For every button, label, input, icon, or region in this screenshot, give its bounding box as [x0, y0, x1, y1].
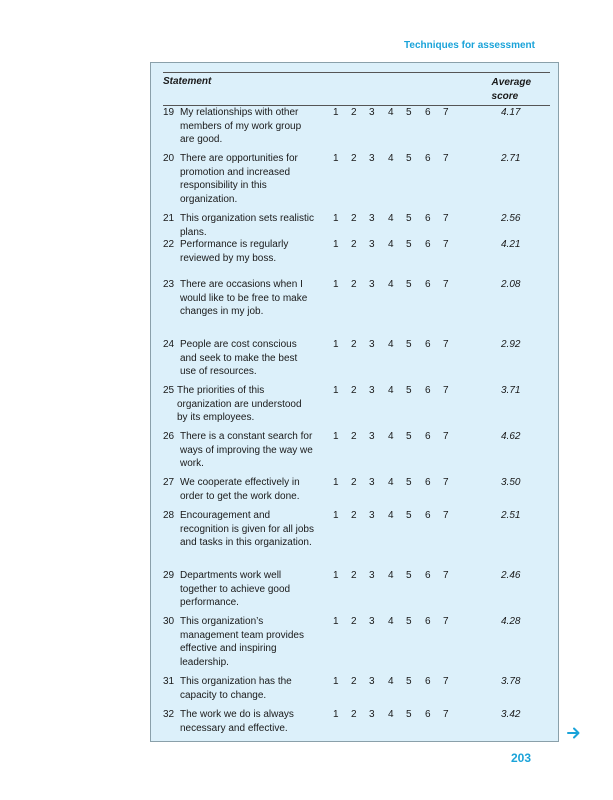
- rating-option: 4: [388, 510, 394, 521]
- statement-number: 23: [163, 279, 175, 290]
- rating-scale: [333, 106, 453, 120]
- table-row: [163, 278, 552, 319]
- statement-text: People are cost conscious and seek to make the best use of resources.: [180, 339, 298, 378]
- rating-option: 4: [388, 213, 394, 224]
- rating-scale: [333, 212, 453, 226]
- statement-column-header: Statement: [163, 76, 212, 87]
- statement-text: The work we do is always necessary and effective.: [180, 709, 294, 734]
- statement-text: The priorities of this organization are understood by its employees.: [177, 385, 302, 424]
- rating-scale: [333, 476, 453, 490]
- rating-option: 5: [406, 477, 412, 488]
- rating-option: 5: [406, 570, 412, 581]
- statement-number: 32: [163, 709, 175, 720]
- rating-option: 1: [333, 213, 339, 224]
- rating-option: 5: [406, 239, 412, 250]
- rating-option: 6: [425, 570, 431, 581]
- table-row: [163, 675, 552, 702]
- rating-option: 5: [406, 385, 412, 396]
- statement-text: There is a constant search for ways of improving the way we work.: [180, 431, 313, 470]
- table-row: [163, 212, 552, 239]
- average-score: 4.17: [501, 107, 521, 118]
- rating-option: 5: [406, 709, 412, 720]
- rating-option: 7: [443, 570, 449, 581]
- rating-option: 1: [333, 570, 339, 581]
- rating-option: 6: [425, 213, 431, 224]
- average-score: 4.21: [501, 239, 521, 250]
- rating-option: 6: [425, 239, 431, 250]
- rating-option: 3: [369, 107, 375, 118]
- table-row: [163, 569, 552, 610]
- rating-option: 1: [333, 616, 339, 627]
- rating-option: 6: [425, 339, 431, 350]
- table-row: [163, 384, 552, 425]
- rating-scale: [333, 384, 453, 398]
- rating-option: 7: [443, 385, 449, 396]
- statement-number: 29: [163, 570, 175, 581]
- rating-scale: [333, 675, 453, 689]
- rating-option: 1: [333, 676, 339, 687]
- statement-number: 31: [163, 676, 175, 687]
- rating-option: 6: [425, 153, 431, 164]
- average-score: 2.71: [501, 153, 521, 164]
- rating-option: 7: [443, 153, 449, 164]
- statement-text: There are occasions when I would like to be free to make changes in my job.: [180, 279, 308, 318]
- rating-scale: [333, 430, 453, 444]
- rating-scale: [333, 238, 453, 252]
- statement-text: There are opportunities for promotion and increased responsibility in this organization.: [180, 153, 298, 205]
- rating-option: 2: [351, 616, 357, 627]
- rating-option: 4: [388, 339, 394, 350]
- rating-option: 4: [388, 153, 394, 164]
- rating-option: 5: [406, 431, 412, 442]
- statement-number: 25: [163, 385, 175, 396]
- rating-option: 7: [443, 279, 449, 290]
- table-row: [163, 238, 552, 265]
- rating-option: 6: [425, 616, 431, 627]
- rating-option: 3: [369, 676, 375, 687]
- rating-scale: [333, 569, 453, 583]
- rating-option: 4: [388, 107, 394, 118]
- statement-text: This organization’s management team provides effective and inspiring leadership.: [180, 616, 304, 668]
- rating-option: 7: [443, 431, 449, 442]
- rating-option: 4: [388, 616, 394, 627]
- rating-option: 5: [406, 279, 412, 290]
- rating-option: 6: [425, 510, 431, 521]
- average-score: 3.71: [501, 385, 521, 396]
- statement-number: 24: [163, 339, 175, 350]
- rating-option: 1: [333, 107, 339, 118]
- rating-option: 7: [443, 616, 449, 627]
- statement-text: Departments work well together to achieve good performance.: [180, 570, 291, 609]
- rating-option: 1: [333, 709, 339, 720]
- average-score: 2.56: [501, 213, 521, 224]
- rating-option: 7: [443, 709, 449, 720]
- rating-option: 4: [388, 709, 394, 720]
- rating-option: 4: [388, 385, 394, 396]
- rating-option: 5: [406, 510, 412, 521]
- average-score-column-header: Average score: [491, 77, 531, 102]
- rating-option: 4: [388, 676, 394, 687]
- rating-option: 5: [406, 153, 412, 164]
- rating-option: 1: [333, 239, 339, 250]
- rating-option: 2: [351, 709, 357, 720]
- rating-option: 1: [333, 279, 339, 290]
- rating-option: 1: [333, 385, 339, 396]
- rating-option: 2: [351, 107, 357, 118]
- rating-option: 4: [388, 570, 394, 581]
- rating-option: 7: [443, 477, 449, 488]
- average-score: 3.50: [501, 477, 521, 488]
- rating-option: 7: [443, 239, 449, 250]
- rating-option: 6: [425, 709, 431, 720]
- rating-option: 7: [443, 213, 449, 224]
- rating-option: 3: [369, 477, 375, 488]
- rating-scale: [333, 338, 453, 352]
- statement-number: 20: [163, 153, 175, 164]
- statement-number: 26: [163, 431, 175, 442]
- rating-option: 5: [406, 339, 412, 350]
- rating-option: 3: [369, 709, 375, 720]
- table-row: [163, 509, 552, 550]
- rating-option: 3: [369, 616, 375, 627]
- statement-text: My relationships with other members of my work group are good.: [180, 107, 302, 146]
- rating-option: 3: [369, 279, 375, 290]
- rating-option: 5: [406, 107, 412, 118]
- rating-option: 2: [351, 510, 357, 521]
- statement-text: We cooperate effectively in order to get the work done.: [180, 477, 300, 502]
- average-score: 4.62: [501, 431, 521, 442]
- rating-option: 2: [351, 279, 357, 290]
- rating-option: 3: [369, 510, 375, 521]
- average-score: 2.46: [501, 570, 521, 581]
- rating-option: 5: [406, 616, 412, 627]
- rating-option: 2: [351, 339, 357, 350]
- rating-option: 2: [351, 385, 357, 396]
- rating-option: 4: [388, 477, 394, 488]
- statement-number: 28: [163, 510, 175, 521]
- rating-option: 3: [369, 339, 375, 350]
- rating-option: 1: [333, 431, 339, 442]
- rating-option: 6: [425, 279, 431, 290]
- rating-scale: [333, 152, 453, 166]
- rating-option: 3: [369, 239, 375, 250]
- rating-scale: [333, 509, 453, 523]
- rating-option: 6: [425, 477, 431, 488]
- average-score: 3.42: [501, 709, 521, 720]
- rating-scale: [333, 615, 453, 629]
- rating-option: 3: [369, 153, 375, 164]
- rating-option: 6: [425, 431, 431, 442]
- average-score: 3.78: [501, 676, 521, 687]
- rating-option: 3: [369, 570, 375, 581]
- statement-text: This organization has the capacity to change.: [180, 676, 292, 701]
- rating-option: 3: [369, 385, 375, 396]
- statement-number: 22: [163, 239, 175, 250]
- statement-number: 19: [163, 107, 175, 118]
- rating-option: 6: [425, 385, 431, 396]
- table-row: [163, 338, 552, 379]
- rating-option: 4: [388, 279, 394, 290]
- table-row: [163, 708, 552, 735]
- running-head: Techniques for assessment: [404, 40, 535, 51]
- rating-option: 2: [351, 570, 357, 581]
- rating-option: 1: [333, 153, 339, 164]
- rating-option: 3: [369, 213, 375, 224]
- table-row: [163, 152, 552, 206]
- rating-option: 2: [351, 477, 357, 488]
- rating-option: 2: [351, 153, 357, 164]
- rating-scale: [333, 708, 453, 722]
- statement-number: 30: [163, 616, 175, 627]
- rating-option: 6: [425, 676, 431, 687]
- rating-option: 7: [443, 676, 449, 687]
- statement-text: Performance is regularly reviewed by my boss.: [180, 239, 289, 264]
- rating-scale: [333, 278, 453, 292]
- statement-number: 21: [163, 213, 175, 224]
- rating-option: 1: [333, 339, 339, 350]
- table-row: [163, 476, 552, 503]
- rating-option: 6: [425, 107, 431, 118]
- assessment-table-panel: [150, 62, 559, 742]
- average-score: 2.08: [501, 279, 521, 290]
- table-row: [163, 430, 552, 471]
- rating-option: 2: [351, 431, 357, 442]
- rating-option: 5: [406, 676, 412, 687]
- arrow-right-icon: [567, 726, 581, 740]
- rating-option: 2: [351, 239, 357, 250]
- table-row: [163, 615, 552, 669]
- rating-option: 1: [333, 477, 339, 488]
- rating-option: 4: [388, 239, 394, 250]
- statement-text: Encouragement and recognition is given for all jobs and tasks in this organization.: [180, 510, 314, 549]
- rating-option: 7: [443, 339, 449, 350]
- table-header: [163, 72, 550, 106]
- average-score: 2.92: [501, 339, 521, 350]
- table-row: [163, 106, 552, 147]
- average-score: 4.28: [501, 616, 521, 627]
- rating-option: 7: [443, 107, 449, 118]
- rating-option: 2: [351, 213, 357, 224]
- rating-option: 3: [369, 431, 375, 442]
- statement-number: 27: [163, 477, 175, 488]
- rating-option: 2: [351, 676, 357, 687]
- rating-option: 7: [443, 510, 449, 521]
- statement-text: This organization sets realistic plans.: [180, 213, 314, 238]
- rating-option: 1: [333, 510, 339, 521]
- page-number: 203: [511, 751, 532, 765]
- rating-option: 5: [406, 213, 412, 224]
- average-score: 2.51: [501, 510, 521, 521]
- rating-option: 4: [388, 431, 394, 442]
